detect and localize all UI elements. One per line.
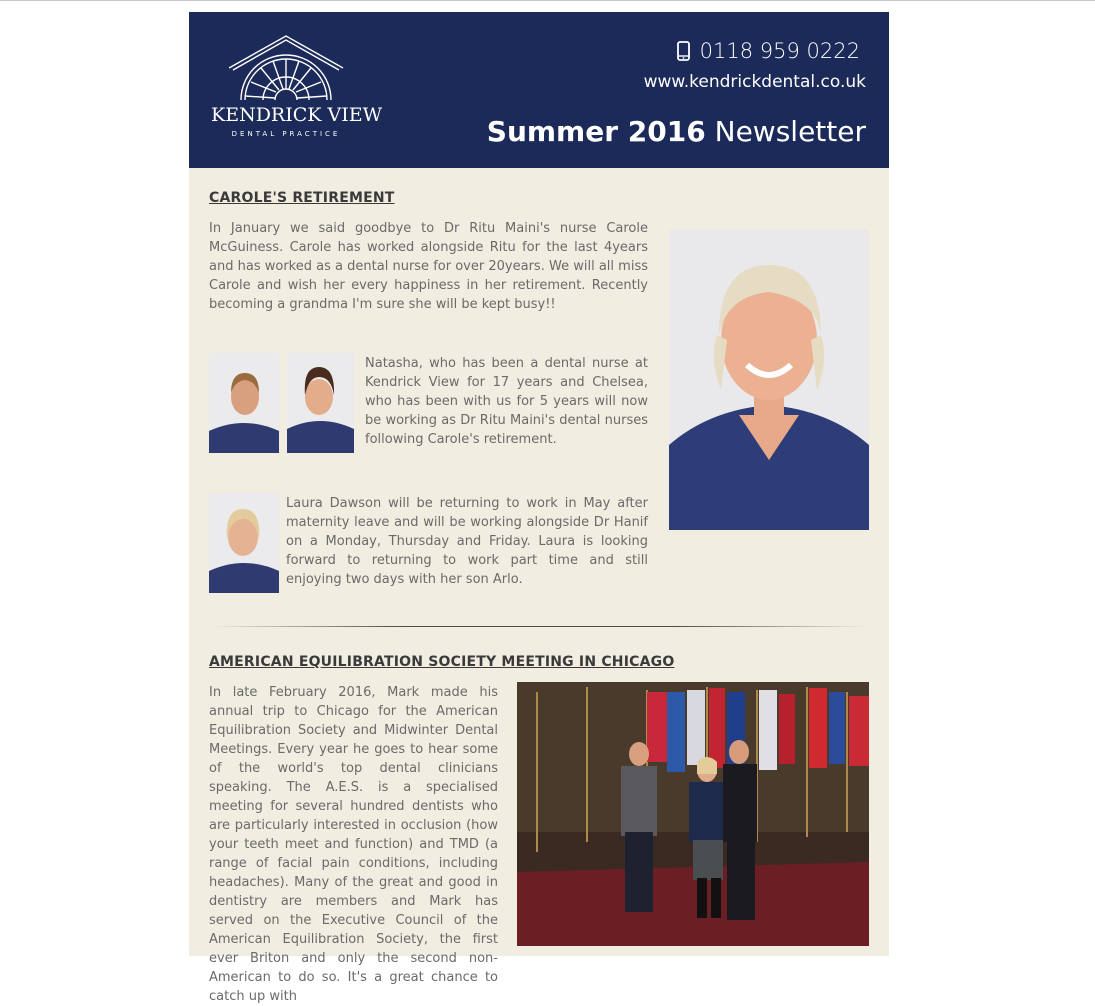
- logo-subtitle: DENTAL PRACTICE: [231, 130, 341, 138]
- issue-label: Newsletter: [714, 115, 866, 148]
- retirement-paragraph: In January we said goodbye to Dr Ritu Maini's nurse Carole McGuiness. Carole has worked alongside Ritu for the last 4years and has worked as a dental nurse for over 20years. We will all miss Carole and wish her every happiness in her retirement. Recently becoming a grandma I'm sure she will be kept busy!!: [209, 221, 648, 312]
- issue-season: Summer 2016: [486, 115, 706, 148]
- aes-meeting-paragraph: In late February 2016, Mark made his annual trip to Chicago for the American Equilibration Society and Midwinter Dental Meetings. Every year he goes to hear some of the world's top dental clinicians speaking. The A.E.S. is a specialised meeting for several hundred dentists who are particularly interested in occlusion (how your teeth meet and function) and TMD (a range of facial pain conditions, including headaches). Many of the great and good in dentistry are members and Mark has served on the Executive Council of the American Equilibration Society, the first ever Briton and only the second non-American to do so. It's a great chance to catch up with: [209, 685, 498, 1004]
- phone-number: 0118 959 0222: [699, 39, 860, 63]
- natasha-photo: [209, 353, 279, 453]
- section-heading-aes-meeting: AMERICAN EQUILIBRATION SOCIETY MEETING IN CHICAGO: [209, 654, 675, 670]
- newsletter: [189, 12, 889, 1004]
- section-divider: [211, 626, 867, 627]
- chicago-meeting-photo: [517, 682, 869, 946]
- issue-title: [487, 115, 866, 148]
- nurses-paragraph: Natasha, who has been a dental nurse at Kendrick View for 17 years and Chelsea, who has been with us for 5 years will now be working as Dr Ritu Maini's dental nurses following Carole's retirement.: [365, 356, 648, 447]
- logo-name: KENDRICK VIEW: [211, 104, 383, 126]
- laura-paragraph: Laura Dawson will be returning to work in May after maternity leave and will be working alongside Dr Hanif on a Monday, Thursday and Friday. Laura is looking forward to returning to work part time and still enjoying two days with her son Arlo.: [286, 496, 648, 587]
- chelsea-photo: [287, 353, 354, 453]
- practice-logo[interactable]: [211, 34, 383, 146]
- newsletter-header: [189, 12, 889, 168]
- carole-portrait-photo: [669, 230, 869, 530]
- website-link[interactable]: www.kendrickdental.co.uk: [643, 72, 866, 92]
- fanlight-window-icon: [211, 34, 361, 104]
- top-rule: [0, 0, 1095, 1]
- mobile-phone-icon: [677, 41, 690, 61]
- phone-contact[interactable]: [677, 36, 860, 66]
- section-heading-retirement: CAROLE'S RETIREMENT: [209, 190, 395, 206]
- laura-photo: [209, 493, 279, 593]
